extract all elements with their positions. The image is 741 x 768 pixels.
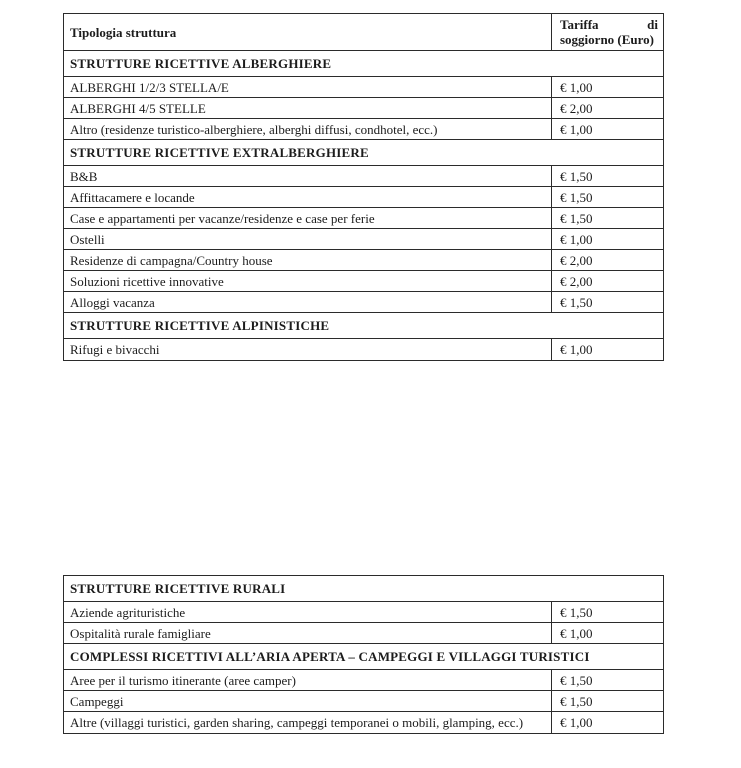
section-header-row: [64, 576, 663, 602]
cell-tariffa: € 1,50: [551, 292, 663, 312]
table-row: [64, 712, 663, 733]
cell-tariffa: € 1,00: [551, 119, 663, 139]
cell-tipologia: Aree per il turismo itinerante (aree camper): [70, 672, 296, 688]
table-row: [64, 77, 663, 98]
table-row: [64, 691, 663, 712]
cell-tariffa: € 1,50: [551, 187, 663, 207]
section-title: COMPLESSI RICETTIVI ALL’ARIA APERTA – CAMPEGGI E VILLAGGI TURISTICI: [70, 649, 590, 664]
cell-tariffa: € 1,50: [551, 602, 663, 622]
cell-tipologia: Altro (residenze turistico-alberghiere, alberghi diffusi, condhotel, ecc.): [70, 121, 438, 137]
table-row: [64, 229, 663, 250]
cell-tipologia: Ospitalità rurale famigliare: [70, 625, 211, 641]
tariff-table-main: [63, 13, 664, 361]
cell-tipologia: Rifugi e bivacchi: [70, 342, 160, 357]
table-row: [64, 670, 663, 691]
cell-tipologia: Residenze di campagna/Country house: [70, 252, 273, 268]
section-header-row: [64, 644, 663, 670]
cell-tariffa: € 2,00: [551, 98, 663, 118]
table-row: [64, 339, 663, 360]
cell-tipologia: Campeggi: [70, 693, 124, 709]
cell-tariffa: € 1,50: [551, 208, 663, 228]
table-row: [64, 602, 663, 623]
cell-tipologia: Aziende agrituristiche: [70, 604, 186, 620]
cell-tipologia: Soluzioni ricettive innovative: [70, 273, 224, 289]
section-title: STRUTTURE RICETTIVE RURALI: [70, 581, 286, 596]
cell-tipologia: ALBERGHI 4/5 STELLE: [70, 100, 206, 116]
table-row: [64, 187, 663, 208]
cell-tariffa: € 1,00: [551, 623, 663, 643]
column-header-tariffa-word1: Tariffa: [560, 17, 599, 32]
cell-tariffa: € 1,00: [551, 77, 663, 97]
cell-tariffa: € 1,00: [551, 712, 663, 733]
column-header-tipologia: Tipologia struttura: [70, 24, 177, 40]
table-row: [64, 98, 663, 119]
cell-tipologia: Altre (villaggi turistici, garden sharing, campeggi temporanei o mobili, glamping, ecc.): [70, 715, 524, 730]
section-title: STRUTTURE RICETTIVE ALBERGHIERE: [70, 56, 332, 71]
table-row: [64, 166, 663, 187]
section-header-row: [64, 51, 663, 77]
section-title: STRUTTURE RICETTIVE EXTRALBERGHIERE: [70, 145, 369, 160]
section-header-row: [64, 313, 663, 339]
column-header-tariffa: [551, 14, 663, 50]
cell-tariffa: € 1,00: [551, 339, 663, 360]
cell-tipologia: Alloggi vacanza: [70, 294, 155, 310]
table-row: [64, 623, 663, 644]
table-row: [64, 271, 663, 292]
section-title: STRUTTURE RICETTIVE ALPINISTICHE: [70, 318, 330, 333]
section-header-row: [64, 140, 663, 166]
cell-tariffa: € 2,00: [551, 250, 663, 270]
column-header-tariffa-word2: di: [647, 17, 658, 32]
cell-tipologia: ALBERGHI 1/2/3 STELLA/E: [70, 79, 229, 95]
cell-tariffa: € 1,50: [551, 691, 663, 711]
cell-tariffa: € 1,50: [551, 670, 663, 690]
cell-tipologia: Affittacamere e locande: [70, 189, 195, 205]
cell-tariffa: € 2,00: [551, 271, 663, 291]
cell-tariffa: € 1,00: [551, 229, 663, 249]
table-row: [64, 292, 663, 313]
cell-tipologia: Ostelli: [70, 231, 105, 247]
cell-tipologia: B&B: [70, 168, 98, 184]
table-row: [64, 250, 663, 271]
tariff-table-rural-openair: [63, 575, 664, 734]
cell-tipologia: Case e appartamenti per vacanze/residenze e case per ferie: [70, 210, 375, 226]
cell-tariffa: € 1,50: [551, 166, 663, 186]
column-header-tariffa-line1: [560, 17, 658, 32]
column-header-tariffa-line2: soggiorno (Euro): [560, 32, 655, 47]
table-row: [64, 208, 663, 229]
table-header-row: [64, 14, 663, 51]
table-row: [64, 119, 663, 140]
